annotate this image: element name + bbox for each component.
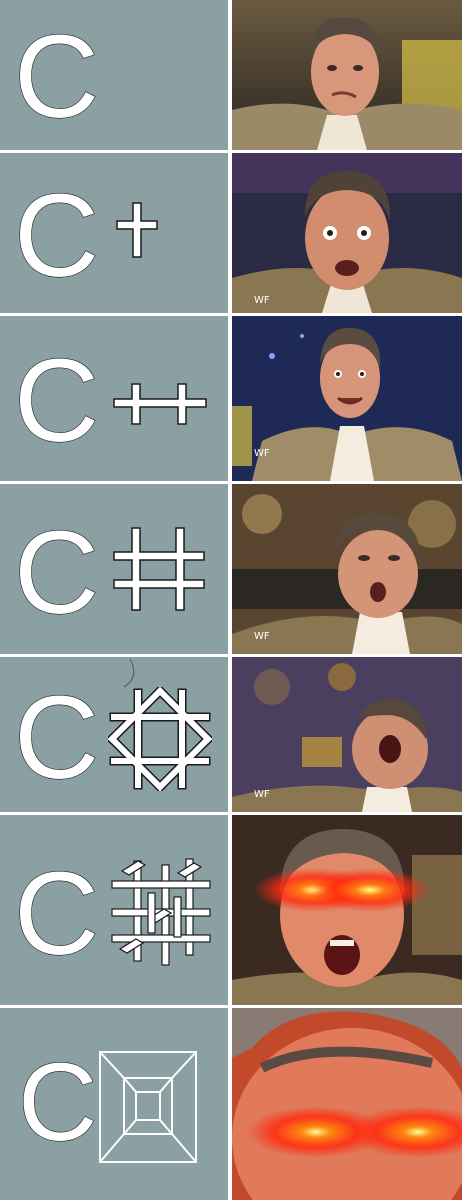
meme-panel-2 [0,153,462,313]
neutral-face-icon [232,0,462,150]
surprised-face-icon [232,153,462,313]
letter-c: C [14,507,100,639]
letter-c: C [14,11,100,143]
excited-face-icon [232,316,462,481]
meme-panel-3 [0,316,462,481]
ecstatic-face-icon [232,657,462,812]
reaction-image [232,0,462,150]
label-area [0,484,228,654]
label-area [0,1008,228,1200]
amazed-face-icon [232,484,462,654]
letter-c: C [14,848,100,980]
meme-panel-5 [0,657,462,812]
meme-panel-6 [0,815,462,1005]
reaction-image [232,484,462,654]
lattice-icon [108,857,214,967]
reaction-image [232,657,462,812]
meme-panel-7 [0,1008,462,1200]
meme-panel-1 [0,0,462,150]
label-area [0,316,228,481]
tesseract-icon [96,1048,200,1166]
wwf-logo: WF [254,295,270,306]
hash-icon [110,524,208,614]
reaction-image [232,153,462,313]
label-area [0,153,228,313]
reaction-image [232,1008,462,1200]
glowing-eyes-face-icon [232,815,462,1005]
reaction-image [232,815,462,1005]
star-grid-icon [108,687,212,791]
label-area [0,815,228,1005]
letter-c: C [14,170,100,302]
letter-c: C [14,335,100,467]
wwf-logo: WF [254,789,270,800]
plus-icon [112,199,162,261]
double-plus-icon [110,378,210,428]
letter-c: C [14,672,100,804]
letter-c: C [18,1041,98,1164]
reaction-image [232,316,462,481]
label-area [0,0,228,150]
wwf-logo: WF [254,631,270,642]
meme-panel-4 [0,484,462,654]
wwf-logo: WF [254,448,270,459]
scribble-icon [110,657,150,697]
label-area [0,657,228,812]
glowing-eyes-closeup-icon [232,1008,462,1200]
